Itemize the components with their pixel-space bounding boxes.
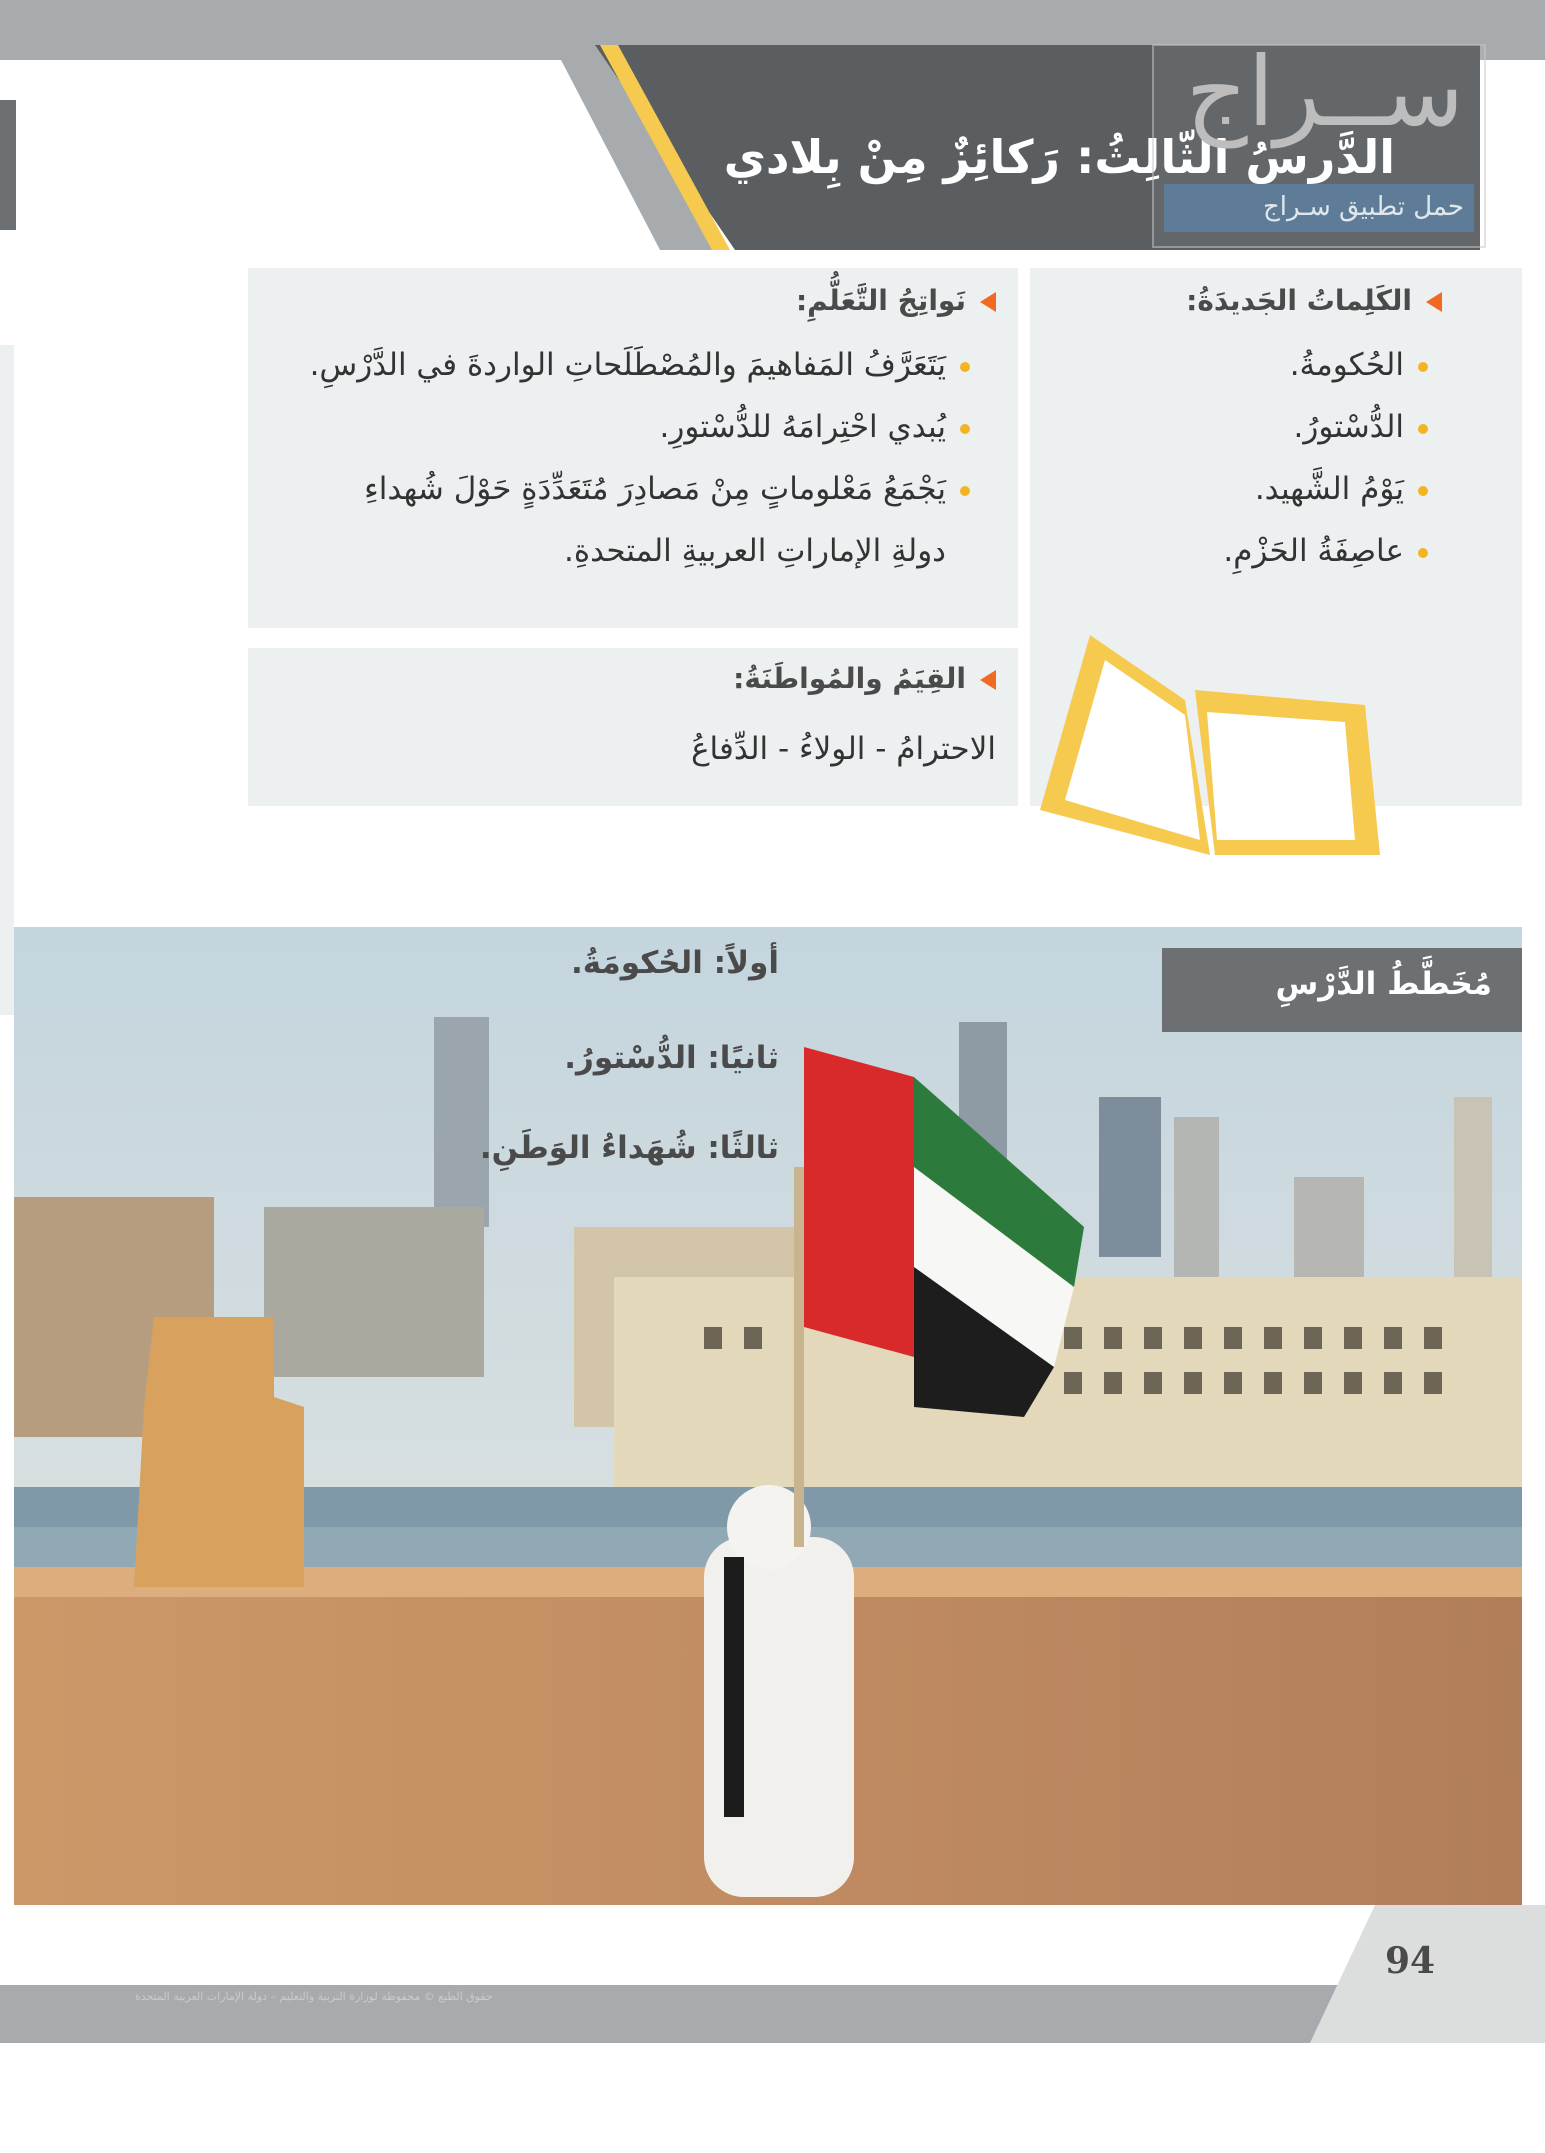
values-panel — [248, 648, 1018, 806]
bullet-icon — [1418, 486, 1428, 496]
bullet-icon — [960, 362, 970, 372]
left-page-strip — [0, 345, 14, 1015]
bullet-icon — [960, 486, 970, 496]
outcome-item: يَجْمَعُ مَعْلوماتٍ مِنْ مَصادِرَ مُتَعَدِّدَةٍ حَوْلَ شُهداءِ — [240, 458, 970, 520]
page-number: 94 — [1385, 1940, 1436, 1982]
vocabulary-list — [1223, 334, 1428, 582]
outcome-item: يُبدي احْتِرامَهُ للدُّسْتورِ. — [240, 396, 970, 458]
lesson-plan-item-1: أولاً: الحُكومَةُ. — [570, 945, 779, 981]
vocabulary-heading: الكَلِماتُ الجَديدَةُ: — [1186, 284, 1442, 317]
vocabulary-item: يَوْمُ الشَّهيد. — [1223, 458, 1428, 520]
lesson-plan-title: مُخَطَّطُ الدَّرْسِ — [1275, 966, 1492, 1002]
outcome-item-continued: دولةِ الإماراتِ العربيةِ المتحدةِ. — [564, 533, 946, 569]
lesson-plan-item-3: ثالثًا: شُهَداءُ الوَطَنِ. — [479, 1130, 779, 1166]
outcome-item: يَتَعَرَّفُ المَفاهيمَ والمُصْطَلَحاتِ الواردةَ في الدَّرْسِ. — [240, 334, 970, 396]
logo-word: ســراج — [1185, 36, 1464, 148]
heading-arrow-icon — [980, 670, 996, 690]
copyright-notice: حقوق الطبع © محفوظة لوزارة التربية والتعليم – دولة الإمارات العربية المتحدة — [135, 1990, 493, 2003]
vocabulary-item: الحُكومةُ. — [1223, 334, 1428, 396]
vocabulary-item: عاصِفَةُ الحَزْمِ. — [1223, 520, 1428, 582]
logo-subtitle: حمل تطبيق سـراج — [1262, 192, 1464, 222]
lesson-plan-label — [1162, 948, 1522, 1032]
outcomes-list — [240, 334, 970, 582]
outcomes-heading: نَواتِجُ التَّعَلُّمِ: — [796, 284, 996, 317]
values-heading: القِيَمُ والمُواطَنَةُ: — [733, 662, 996, 695]
bullet-icon — [1418, 424, 1428, 434]
siraj-logo — [1152, 36, 1486, 248]
lesson-title: الدَّرسُ الثّالِثُ: رَكائِزٌ مِنْ بِلادي — [723, 130, 1395, 184]
vocabulary-item: الدُّسْتورُ. — [1223, 396, 1428, 458]
bullet-icon — [1418, 362, 1428, 372]
learning-outcomes-panel — [248, 268, 1018, 628]
values-text: الاحترامُ - الولاءُ - الدِّفاعُ — [691, 731, 996, 767]
bullet-icon — [1418, 548, 1428, 558]
heading-arrow-icon — [980, 292, 996, 312]
heading-arrow-icon — [1426, 292, 1442, 312]
open-book-icon — [1035, 630, 1395, 870]
footer-banner — [0, 1900, 1545, 2060]
left-side-bar — [0, 100, 16, 230]
bullet-icon — [960, 424, 970, 434]
lesson-plan-item-2: ثانيًا: الدُّسْتورُ. — [564, 1040, 779, 1076]
